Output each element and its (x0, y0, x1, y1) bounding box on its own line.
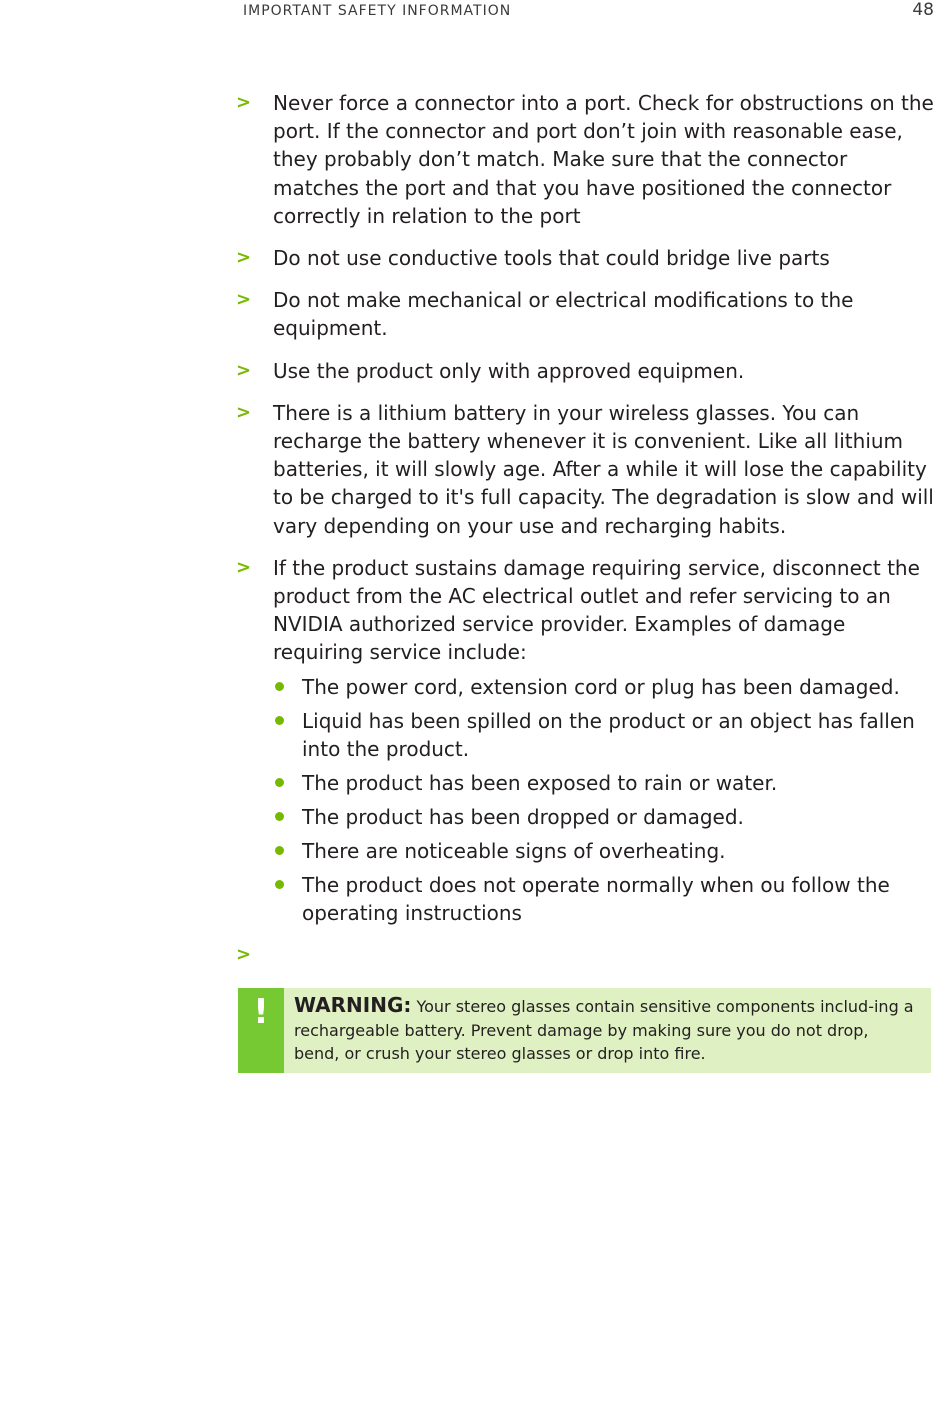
list-item (236, 357, 936, 385)
list-item (236, 286, 936, 342)
chevron-right-icon: > (236, 247, 252, 269)
list-item (236, 89, 936, 230)
safety-list (236, 89, 936, 983)
sub-list-item (273, 803, 936, 831)
chevron-right-icon: > (236, 359, 252, 381)
sub-list-item (273, 871, 936, 927)
sub-item-text: Liquid has been spilled on the product or an object has fallen into the product. (302, 708, 915, 761)
sub-list-item (273, 707, 936, 763)
bullet-dot-icon (275, 812, 284, 821)
running-header: IMPORTANT SAFETY INFORMATION (243, 3, 512, 19)
sub-list-item (273, 837, 936, 865)
chevron-right-icon: > (236, 943, 252, 965)
list-item (236, 554, 936, 927)
page-number: 48 (912, 0, 934, 20)
warning-label: WARNING: (294, 993, 412, 1017)
chevron-right-icon: > (236, 556, 252, 578)
exclamation-icon: ! (238, 988, 284, 1073)
list-item (236, 399, 936, 540)
bullet-dot-icon (275, 682, 284, 691)
chevron-right-icon: > (236, 401, 252, 423)
list-item (236, 244, 936, 272)
sub-item-text: The product has been dropped or damaged. (302, 804, 744, 829)
bullet-dot-icon (275, 846, 284, 855)
list-item-empty (236, 941, 936, 969)
item-text: Do not use conductive tools that could bridge live parts (273, 246, 830, 271)
item-text: Never force a connector into a port. Check for obstructions on the port. If the connector and port don’t join with reasonable ease, they probably don’t match. Make sure that the connector matches the port and that you have positioned the connector correctly in relation to the port (273, 91, 934, 228)
damage-examples-list (273, 673, 936, 927)
sub-item-text: The product has been exposed to rain or water. (302, 770, 778, 795)
chevron-right-icon: > (236, 92, 252, 113)
bullet-dot-icon (275, 880, 284, 889)
sub-list-item (273, 673, 936, 701)
warning-text: Your stereo glasses contain sensitive components includ-ing a rechargeable battery. Prevent damage by making sure you do not drop, bend, or crush your stereo glasses or drop into fire. (294, 997, 914, 1063)
item-text: Do not make mechanical or electrical modifications to the equipment. (273, 288, 854, 341)
sub-list-item (273, 769, 936, 797)
sub-item-text: The product does not operate normally when ou follow the operating instructions (302, 872, 890, 925)
item-text: Use the product only with approved equipmen. (273, 358, 745, 383)
item-text: If the product sustains damage requiring service, disconnect the product from the AC electrical outlet and refer servicing to an NVIDIA authorized service provider. Examples of damage requiring service include: (273, 555, 920, 665)
item-text: There is a lithium battery in your wireless glasses. You can recharge the battery whenever it is convenient. Like all lithium batteries, it will slowly age. After a while it will lose the capability to be charged to it's full capacity. The degradation is slow and will vary depending on your use and recharging habits. (273, 400, 934, 538)
chevron-right-icon: > (236, 289, 252, 311)
warning-body (284, 988, 931, 1073)
sub-item-text: The power cord, extension cord or plug has been damaged. (302, 674, 900, 699)
sub-item-text: There are noticeable signs of overheating. (302, 838, 726, 863)
bullet-dot-icon (275, 716, 284, 725)
bullet-dot-icon (275, 778, 284, 787)
warning-callout (238, 988, 931, 1073)
